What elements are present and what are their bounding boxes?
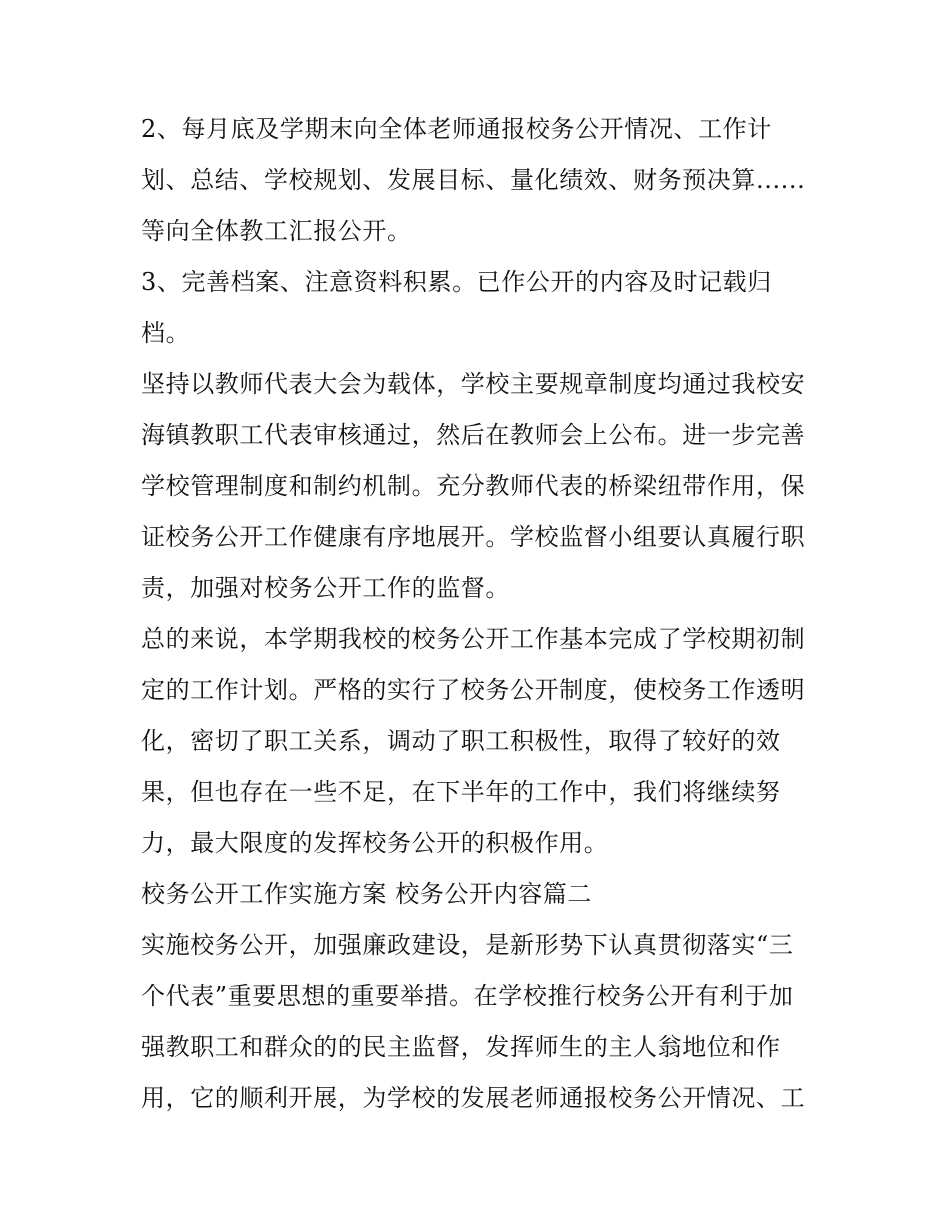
- text-line: 档。: [141, 319, 191, 347]
- text-line: 海镇教职工代表审核通过，然后在教师会上公布。进一步完善: [141, 421, 806, 449]
- section-heading: 校务公开工作实施方案 校务公开内容篇二: [141, 880, 593, 908]
- text-line: 实施校务公开，加强廉政建设，是新形势下认真贯彻落实“三: [141, 931, 794, 959]
- text-line: 用，它的顺利开展，为学校的发展老师通报校务公开情况、工: [141, 1084, 806, 1112]
- text-line: 划、总结、学校规划、发展目标、量化绩效、财务预决算......: [141, 166, 806, 194]
- text-line: 定的工作计划。严格的实行了校务公开制度，使校务工作透明: [141, 676, 806, 704]
- text-line: 果，但也存在一些不足，在下半年的工作中，我们将继续努: [141, 778, 781, 806]
- text-line: 强教职工和群众的的民主监督，发挥师生的主人翁地位和作: [141, 1033, 781, 1061]
- text-line: 等向全体教工汇报公开。: [141, 217, 412, 245]
- text-line: 坚持以教师代表大会为载体，学校主要规章制度均通过我校安: [141, 370, 806, 398]
- text-line: 化，密切了职工关系，调动了职工积极性，取得了较好的效: [141, 727, 781, 755]
- text-line: 3、完善档案、注意资料积累。已作公开的内容及时记载归: [141, 268, 772, 296]
- text-line: 责，加强对校务公开工作的监督。: [141, 574, 510, 602]
- text-line: 证校务公开工作健康有序地展开。学校监督小组要认真履行职: [141, 523, 806, 551]
- text-line: 2、每月底及学期末向全体老师通报校务公开情况、工作计: [141, 115, 772, 143]
- text-line: 学校管理制度和制约机制。充分教师代表的桥梁纽带作用，保: [141, 472, 806, 500]
- text-line: 力，最大限度的发挥校务公开的积极作用。: [141, 829, 609, 857]
- text-line: 个代表”重要思想的重要举措。在学校推行校务公开有利于加: [141, 982, 794, 1010]
- text-line: 总的来说，本学期我校的校务公开工作基本完成了学校期初制: [141, 625, 806, 653]
